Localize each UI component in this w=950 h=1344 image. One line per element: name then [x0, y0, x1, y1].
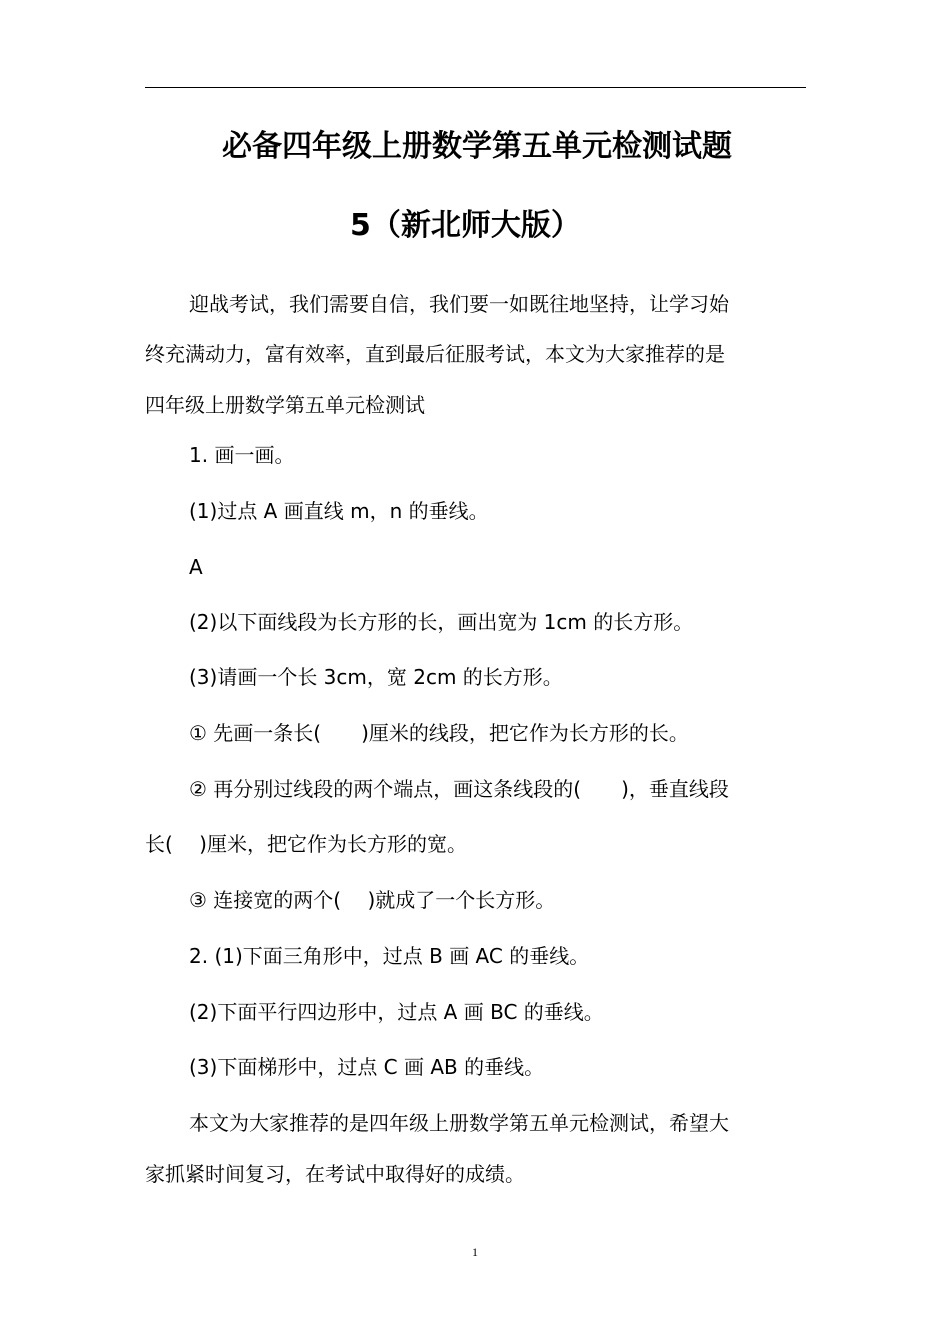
intro-line-2: 终充满动力，富有效率，直到最后征服考试，本文为大家推荐的是 — [145, 342, 725, 366]
intro-line-1: 迎战考试，我们需要自信，我们要一如既往地坚持，让学习始 — [189, 292, 729, 316]
q1-point-label: A — [189, 555, 203, 579]
q1-part3: (3)请画一个长 3cm，宽 2cm 的长方形。 — [189, 665, 563, 689]
q1-part2: (2)以下面线段为长方形的长，画出宽为 1cm 的长方形。 — [189, 610, 694, 634]
q2-part3: (3)下面梯形中，过点 C 画 AB 的垂线。 — [189, 1055, 545, 1079]
q1-heading: 1. 画一画。 — [189, 443, 295, 467]
q1-part1: (1)过点 A 画直线 m，n 的垂线。 — [189, 499, 489, 523]
document-title-line-2: 5（新北师大版） — [350, 208, 581, 243]
intro-line-3: 四年级上册数学第五单元检测试 — [145, 393, 425, 417]
header-rule — [145, 87, 806, 88]
closing-line-2: 家抓紧时间复习，在考试中取得好的成绩。 — [145, 1162, 525, 1186]
q2-part1: 2. (1)下面三角形中，过点 B 画 AC 的垂线。 — [189, 944, 590, 968]
q1-step2-line1: ② 再分别过线段的两个端点，画这条线段的( )，垂直线段 — [189, 777, 729, 801]
q1-step3: ③ 连接宽的两个( )就成了一个长方形。 — [189, 888, 556, 912]
page-number: 1 — [472, 1245, 478, 1259]
closing-line-1: 本文为大家推荐的是四年级上册数学第五单元检测试，希望大 — [189, 1111, 729, 1135]
q1-step2-line2: 长( )厘米，把它作为长方形的宽。 — [145, 832, 467, 856]
q2-part2: (2)下面平行四边形中，过点 A 画 BC 的垂线。 — [189, 1000, 604, 1024]
document-title-line-1: 必备四年级上册数学第五单元检测试题 — [222, 129, 732, 164]
q1-step1: ① 先画一条长( )厘米的线段，把它作为长方形的长。 — [189, 721, 689, 745]
